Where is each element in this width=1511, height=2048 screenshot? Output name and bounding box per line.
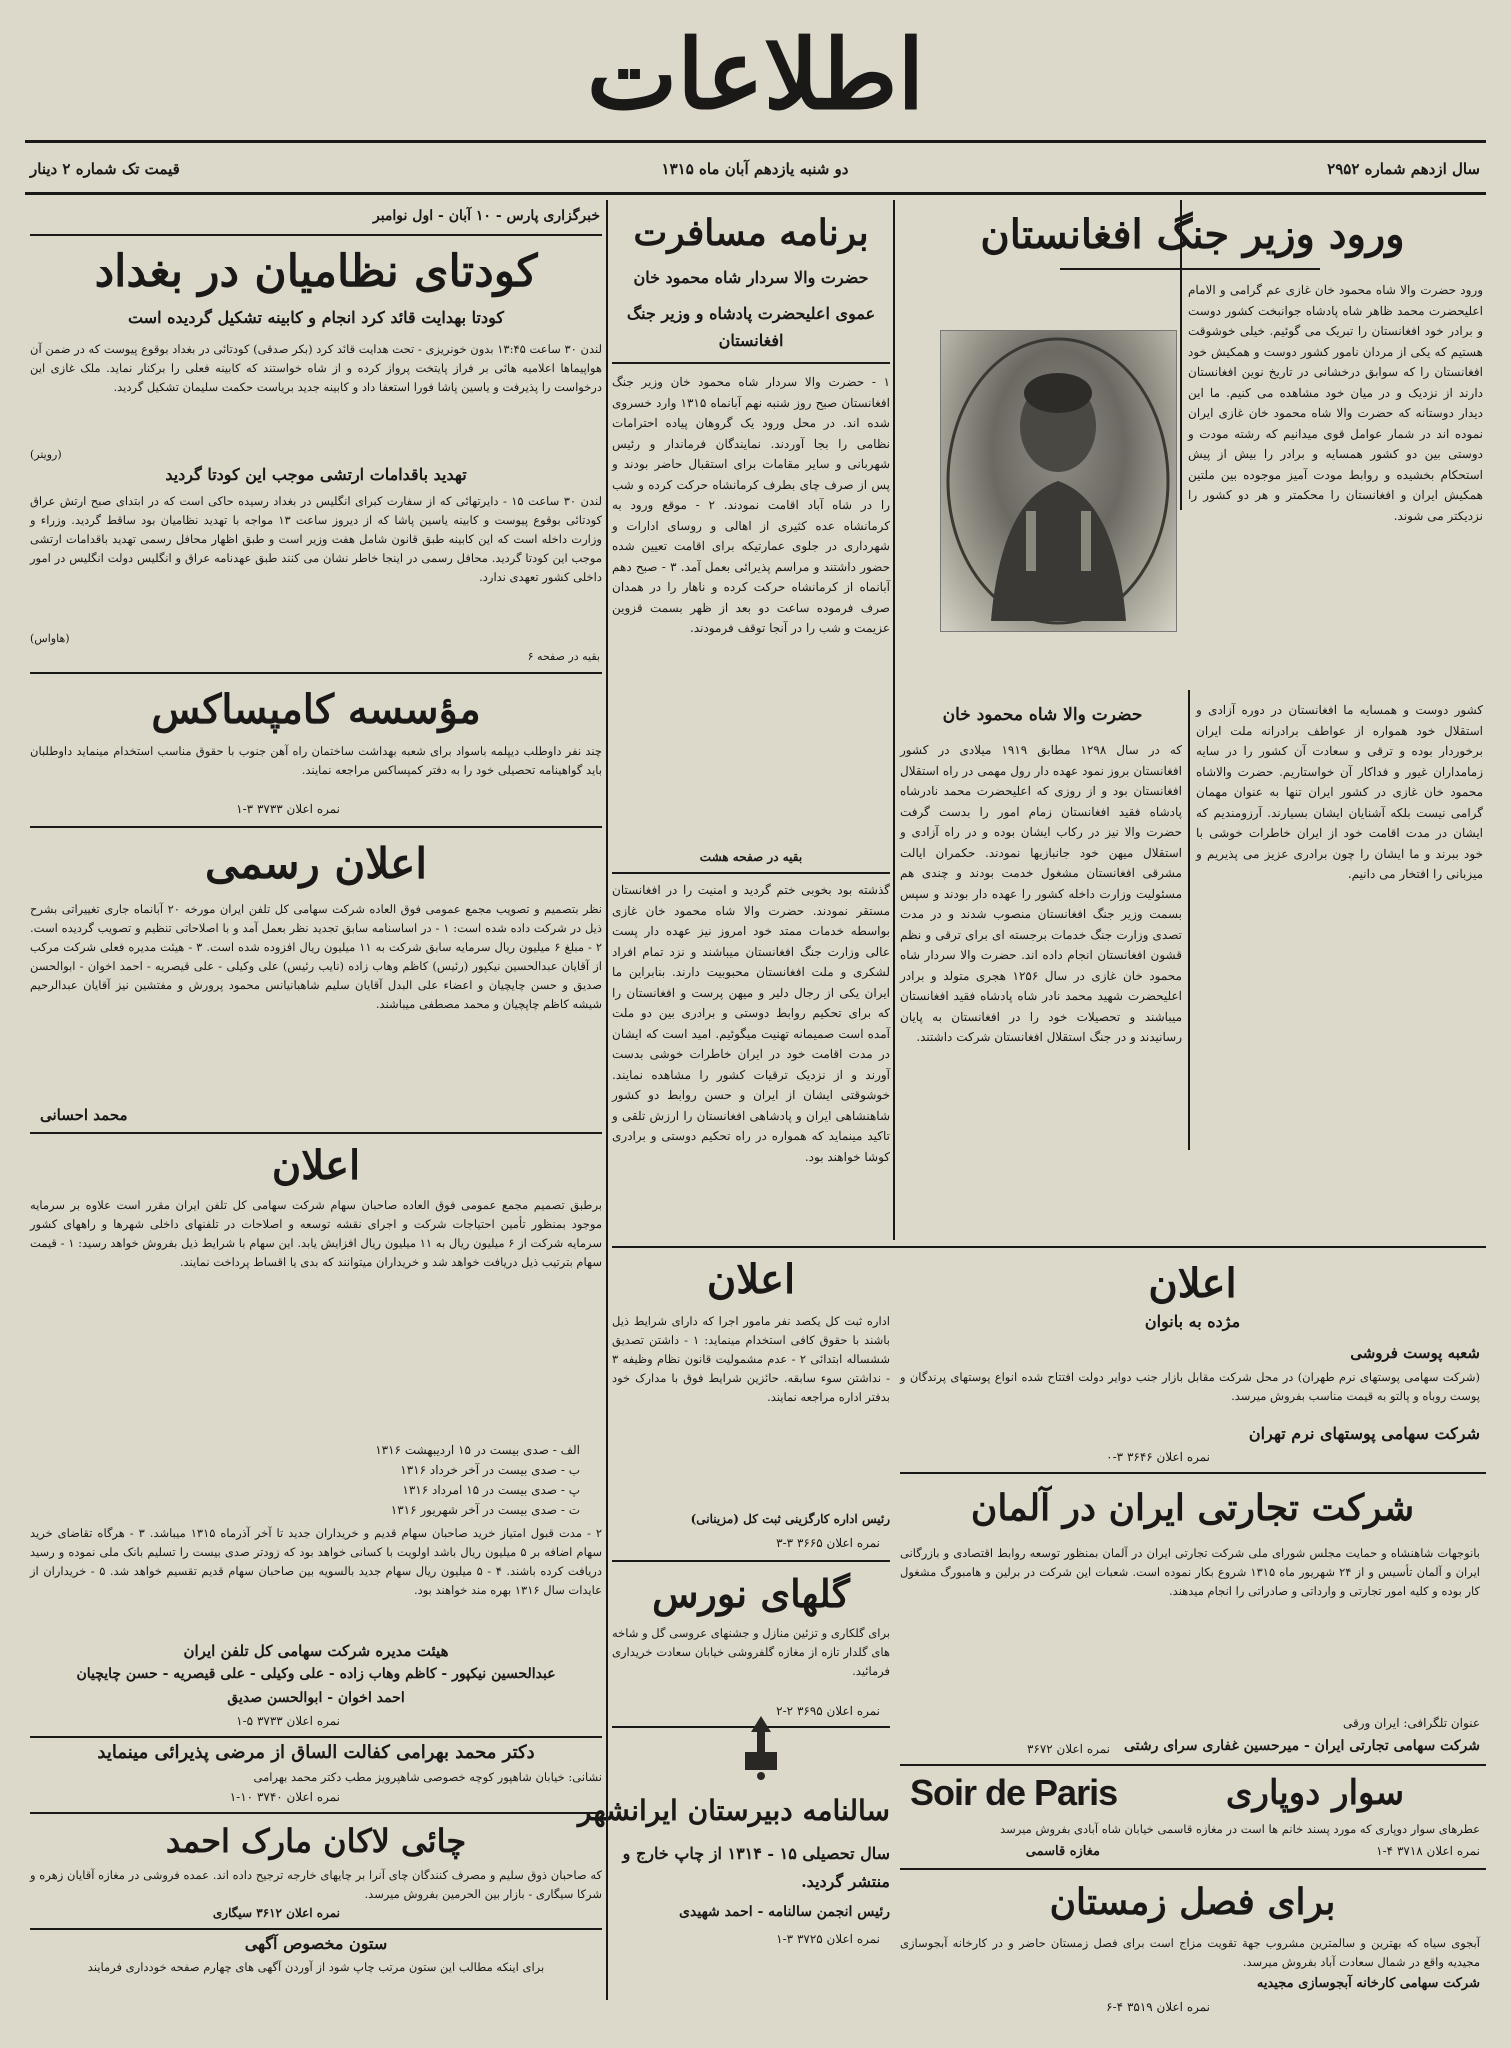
notice-rule	[30, 1736, 602, 1738]
hire-ref: نمره اعلان ۳۶۶۵ ۳-۳	[776, 1536, 880, 1550]
dateline	[30, 160, 1480, 186]
col3-sub: کودتا بهدایت قائد کرد انجام و کابینه تشکیل گردیده است	[127, 308, 505, 327]
col3-end-rule	[30, 672, 602, 674]
doctor-text: نشانی: خیابان شاهپور کوچه خصوصی شاهپرویز مطب دکتر محمد بهرامی	[253, 1770, 602, 1784]
yearbook-ref: نمره اعلان ۳۷۲۵ ۳-۱	[776, 1932, 880, 1946]
soir-shop: مغازه قاسمی	[1025, 1844, 1100, 1859]
portrait-photo	[940, 330, 1177, 632]
schedule-item: ب - صدی بیست در آخر خرداد ۱۳۱۶	[400, 1463, 580, 1477]
ladies-signature: شرکت سهامی پوستهای نرم تهران	[1248, 1424, 1480, 1443]
flowers-title: گلهای نورس	[652, 1571, 850, 1616]
yearbook-signature: رئیس انجمن سالنامه - احمد شهیدی	[679, 1904, 890, 1920]
hire-text: اداره ثبت کل یکصد نفر مامور اجرا که دارای شرایط ذیل باشند با حقوق کافی استخدام مینماید: ۱ - داشتن تصدیق ششساله ابتدائی ۲ - عدم مشمولیت قانون نظام وظیفه ۳ - نداشتن سوء سابقه. حائزین شرایط فوق با مدارک خود بدفتر اداره مراجعه نمایند.	[612, 1314, 890, 1404]
col1-headline-rule	[1060, 268, 1320, 270]
schedule-item: پ - صدی بیست در ۱۵ امرداد ۱۳۱۶	[402, 1483, 580, 1497]
col3-continued: بقیه در صفحه ۶	[527, 650, 600, 663]
col3-sub2: تهدید باقدامات ارتشی موجب این کودتا گردید	[165, 465, 467, 484]
notice-title: اعلان	[271, 1142, 361, 1189]
schedule-item: الف - صدی بیست در ۱۵ اردیبهشت ۱۳۱۶	[375, 1443, 580, 1457]
soir-ref: نمره اعلان ۳۷۱۸ ۴-۱	[1376, 1844, 1480, 1858]
portrait-illustration	[941, 331, 1176, 631]
col3-source: (رویتر)	[30, 448, 62, 461]
col2-headline: برنامه مسافرت	[633, 212, 869, 254]
wire-rule	[30, 234, 602, 236]
germany-ref: نمره اعلان ۳۶۷۲	[1026, 1742, 1110, 1756]
ladies-title: اعلان	[1148, 1260, 1237, 1307]
doctor-ref: نمره اعلان ۳۷۴۰ ۱۰-۱	[229, 1790, 340, 1804]
winter-text: آبجوی سیاه که بهترین و سالمترین مشروب جهة تقویت مزاج است برای فصل زمستان حاضر و در کارخانه آبجوسازی مجیدیه واقع در شمال سعادت آباد بفروش میرسد.	[900, 1936, 1480, 1969]
middle-lower-rule	[612, 1246, 1486, 1248]
germany-text: بانوجهات شاهنشاه و حمایت مجلس شورای ملی شرکت تجارتی ایران در آلمان بمنظور توسعه روابط اقتصادی و بازرگانی ایران و آلمان تأسیس و از ۲۴ شهریور ماه ۱۳۱۵ شروع بکار نموده است. شعبات این شرکت در برلین و هامبورگ مشغول کار بوده و کلیه امور تجارتی و وارداتی و صادراتی را انجام میدهند.	[900, 1546, 1480, 1598]
column-title: ستون مخصوص آگهی	[244, 1934, 388, 1953]
col1-headline: ورود وزیر جنگ افغانستان	[980, 211, 1405, 258]
winter-signature: شرکت سهامی کارخانه آبجوسازی مجیدیه	[1256, 1976, 1480, 1991]
rule-d	[1188, 690, 1190, 1150]
ladies-text: (شرکت سهامی پوستهای نرم طهران) در محل شرکت مقابل بازار جنب دوایر دولت افتتاح شده انواع پوستهای پرندگان و پوست روباه و پالتو به قیمت مناسب بفروش میرسد.	[900, 1370, 1480, 1403]
soir-text: عطرهای سوار دوپاری که مورد پسند خانم ها است در مغازه قاسمی خیابان شاه آبادی بفروش میرسد	[1000, 1822, 1480, 1836]
masthead-title: اطلاعات	[586, 18, 925, 131]
kampsax-ref: نمره اعلان ۳۷۳۳ ۳-۱	[236, 802, 340, 816]
ladies-rule	[900, 1472, 1486, 1474]
winter-title: برای فصل زمستان	[1049, 1881, 1336, 1923]
official-signature: محمد احسانی	[40, 1106, 128, 1124]
col3-source2: (هاواس)	[30, 632, 70, 645]
col3-text: لندن ۳۰ ساعت ۱۳:۴۵ بدون خونریزی - تحت هدایت قائد کرد (بکر صدقی) کودتائی در بغداد بوقوع پیوست که در ضمن آن هواپیماها اعلامیه هائی بر فراز پایتخت پرواز کرده و از شاه خواستند که کابینه فعلی را برکنار نماید. ملک غازی این درخواست را پذیرفت و یاسین پاشا فورا استعفا داد و کابینه جدید بریاست حکمت سلیمان تشکیل گردید.	[30, 342, 602, 394]
soir-brand-logo: Soir de Paris	[910, 1772, 1118, 1813]
hire-title: اعلان	[706, 1256, 796, 1303]
flowers-text: برای گلکاری و تزئین منازل و جشنهای عروسی گل و شاخه های گلدار تازه از مغازه گلفروشی خیابان سعادت خریداری فرمائید.	[612, 1626, 890, 1678]
portrait-caption: حضرت والا شاه محمود خان	[942, 705, 1143, 725]
notice-names: عبدالحسین نیکپور - کاظم وهاب زاده - علی وکیلی - علی قیصریه - حسن چایچیان	[76, 1666, 556, 1682]
ladies-ref: نمره اعلان ۳۶۴۶ ۳-۰	[1106, 1450, 1210, 1464]
column-text: برای اینکه مطالب این ستون مرتب چاپ شود از آوردن آگهی های چهارم صفحه خودداری فرمایند	[87, 1960, 545, 1974]
wire-line: خبرگزاری پارس - ۱۰ آبان - اول نوامبر	[372, 208, 600, 224]
yearbook-title: سالنامه دبیرستان ایرانشهر	[577, 1794, 890, 1827]
notice-names2: احمد اخوان - ابوالحسن صدیق	[227, 1690, 405, 1706]
kampsax-rule	[30, 826, 602, 828]
col2-text2: گذشته بود بخوبی ختم گردید و امنیت را در افغانستان مستقر نمودند. حضرت والا شاه محمود خان غازی بواسطه خدمات ممتد خود امروز نیز عهده دار پست عالی وزارت جنگ افغانستان میباشند و نزد تمام افراد لشکری و ملت افغانستان محبوبیت دارند. بنابراین ما ایران یکی از رجال دلیر و میهن پرست و افغانستان را که برای تحکیم روابط دوستی و برادری بین دو ملت آمده است صمیمانه تهنیت میگوئیم. امید است که ایشان در مدت اقامت خود در ایران خاطرات خوشی بدست آورند و از نزدیک ترقیات کشور را مشاهده نمایند. خوشوقتی ایشان از ایران و حسن روابط دو کشور شاهنشاهی ایران و پادشاهی افغانستان را ارزش تلقی و تاکید مینماید که همواره در راه تحکیم دوستی و برادری کوشا خواهند بود.	[612, 883, 890, 1164]
germany-title: شرکت تجارتی ایران در آلمان	[970, 1487, 1415, 1529]
official-title: اعلان رسمی	[204, 839, 428, 888]
official-rule	[30, 1132, 602, 1134]
germany-contact: عنوان تلگرافی: ایران ورقی	[1342, 1716, 1480, 1730]
hire-rule	[612, 1560, 890, 1562]
col2-continued: بقیه در صفحه هشت	[699, 850, 803, 864]
soir-title: سوار دوپاری	[1225, 1773, 1405, 1813]
tea-ref: نمره اعلان ۳۶۱۲ سیگاری	[212, 1906, 340, 1920]
doctor-title: دکتر محمد بهرامی کفالت الساق از مرضی پذیرائی مینماید	[97, 1742, 535, 1763]
col2-sub-rule	[612, 362, 890, 364]
col3-headline: کودتای نظامیان در بغداد	[94, 246, 538, 297]
col2-sub1: حضرت والا سردار شاه محمود خان	[633, 268, 869, 287]
doctor-rule	[30, 1812, 602, 1814]
issue-price: قیمت تک شماره ۲ دینار	[30, 160, 180, 178]
notice-board: هیئت مدیره شرکت سهامی کل تلفن ایران	[183, 1642, 449, 1660]
emblem-icon	[731, 1712, 791, 1782]
issue-date: دو شنبه یازدهم آبان ماه ۱۳۱۵	[661, 160, 849, 178]
kampsax-text: چند نفر داوطلب دیپلمه باسواد برای شعبه بهداشت ساختمان راه آهن جنوب با حقوق مناسب استخدام مینماید داوطلبان باید گواهینامه تحصیلی خود را به دفتر کمپساکس مراجعه نمایند.	[30, 744, 602, 777]
ladies-head: شعبه پوست فروشی	[1350, 1344, 1480, 1362]
notice-text2: ۲ - مدت قبول امتیاز خرید صاحبان سهام قدیم و خریداران جدید تا آخر آذرماه ۱۳۱۵ میباشد. ۳ - هرگاه تقاضای خرید سهام اضافه بر ۵ میلیون ریال باشد اولویت با کسانی خواهد بود که زودتر صدی بیست را تسلیم بانک ملی نموده و رسید دریافت کرده باشند. ۴ - ۵ میلیون ریال سهام جدید بالسویه بین صاحبان سهام قدیم تقسیم خواهد شد. ۵ - خریداران از عایدات سال ۱۳۱۶ بهره مند خواهند بود.	[30, 1526, 603, 1597]
flowers-ref: نمره اعلان ۳۶۹۵ ۲-۲	[776, 1704, 880, 1718]
dateline-rule	[25, 192, 1486, 195]
masthead-rule	[25, 140, 1486, 143]
col2-text: ۱ - حضرت والا سردار شاه محمود خان وزیر جنگ افغانستان صبح روز شنبه نهم آبانماه ۱۳۱۵ وارد خسروی شده اند. در محل ورود یک گروهان پیاده احترامات نظامی را بجا آوردند. نمایندگان فرماندار و رئیس شهربانی و سایر مقامات برای استقبال حاضر بودند و پس از صرف چای بطرف کرمانشاه حرکت کرده و شب را در شاه آباد اقامت نمودند. ۲ - موقع ورود به کرمانشاه عده کثیری از اهالی و روسای ادارات و شهرداری در جلوی عمارتیکه برای اقامت تعیین شده حضور داشتند و مراسم پذیرائی بعمل آمد. ۳ - صبح دهم آبانماه از کرمانشاه حرکت کرده و ناهار را در همدان صرف فرموده ساعت دو بعد از ظهر بسمت قزوین عزیمت و شب را در آنجا توقف فرمودند.	[612, 375, 891, 635]
notice-schedule	[200, 1440, 580, 1520]
tea-rule	[30, 1928, 602, 1930]
tea-title: چائی لاکان مارک احمد	[165, 1822, 467, 1860]
tea-text: که صاحبان ذوق سلیم و مصرف کنندگان چای آنرا بر چایهای خارجه ترجیح داده اند. عمده فروشی در مغازه آقایان زهره و شرکا سیگاری - بازار بین الحرمین بفروش میرسد.	[30, 1868, 602, 1901]
official-text: نظر بتصمیم و تصویب مجمع عمومی فوق العاده شرکت سهامی کل تلفن ایران مورخه ۲۰ آبانماه جاری تغییراتی بشرح ذیل در شرکت داده شده است: ۱ - در اساسنامه سابق تجدید نظر بعمل آمد و با اصلاحاتی تنظیم و تصویب گردیده است. ۲ - مبلغ ۶ میلیون ریال سرمایه سابق شرکت به ۱۱ میلیون ریال افزوده شده است. ۳ - هیئت مدیره فعلی شرکت مرکب از آقایان عبدالحسین نیکپور (رئیس) کاظم وهاب زاده (نایب رئیس) علی وکیلی - علی قیصریه - احمد اخوان - ابوالحسن صدیق و حسن چایچیان و اعضاء علی البدل آقایان سلیم شاهبانیانس محمود پرورش و مفتشین نیز آقایان عبدالرحیم شیشه کاظم چاپچیان و محمد مصطفی میباشند.	[30, 902, 603, 1011]
col1-intro: ورود حضرت والا شاه محمود خان غازی عم گرامی و الامام اعلیحضرت محمد ظاهر شاه پادشاه جوانبخت کشور دوست و برادر خود افغانستان را تبریک می گوئیم. خیلی خوشوقت هستیم که یکی از مردان نامور کشور دوست و همکیش خود افغانستان را که سوابق درخشانی در تاریخ نوین افغانستان دارند از نزدیک و در میان خود مشاهده می کنیم. ما این دیدار دوستانه که حضرت والا شاه محمود خان غازی ایران نموده اند در شمار عوامل قوی میدانیم که رشته مودت و دوستی بین دو کشور همسایه و برادر را بیش از پیش استحکام بخشیده و روابط مودت آمیز موجوده بین ملتین همکیش ایران و افغانستان را محکمتر و هر دو کشور را نزدیکتر می شوند.	[1188, 283, 1483, 523]
hire-signature: رئیس اداره کارگزینی ثبت کل (مزینانی)	[690, 1512, 890, 1526]
col2-sub2: عموی اعلیحضرت پادشاه و وزیر جنگ افغانستان	[626, 304, 876, 350]
germany-rule	[900, 1764, 1486, 1766]
notice-ref: نمره اعلان ۳۷۳۳ ۵-۱	[236, 1714, 340, 1728]
schedule-item: ت - صدی بیست در آخر شهریور ۱۳۱۶	[390, 1503, 580, 1517]
ladies-subtitle: مژده به بانوان	[1144, 1312, 1241, 1331]
col2-end-rule	[612, 872, 890, 874]
col3-text2: لندن ۳۰ ساعت ۱۵ - دایرتهائی که از سفارت کبرای انگلیس در بغداد رسیده حاکی است که در ابتدای صبح ارتش عراق کودتائی بوقوع پیوست و کابینه یاسین پاشا که از دیروز ساعت ۱۳ مواجه با تهدید نظامیان بود ساقط گردید. وزراء و وزارت داخله است که این کابینه طبق قانون شامل هفت وزیر است و طبق اظهار محافل رسمی تهدید باقدامات ارتشی موجب این کودتا گردید. محافل رسمی در اینجا خاطر نشان می کنند طبق عهدنامه عراق و انگلیس دولت انگلیس در امور داخلی کشور تعهدی ندارد.	[30, 494, 602, 584]
col1-left-text: کشور دوست و همسایه ما افغانستان در دوره آزادی و استقلال خود همواره از عواطف برادرانه ملت ایران برخوردار بوده و ترقی و سعادت آن کشور را در سایه زمامداران غیور و فداکار آن خواستاریم. حضرت والاشاه محمود خان غازی در کشور ایران تنها به عنوان مهمان گرامی نیست بلکه آشنایان ایشان بسیارند. آرزومندیم که ایشان در مدت اقامت خود از ایران خاطرات خوشی با خود ببرند و ما ایشان را چون برادری عزیز می پذیریم و میزبانی را افتخار می دانیم.	[1196, 703, 1483, 881]
issue-number: سال ازدهم شماره ۲۹۵۲	[1327, 160, 1480, 178]
rule-b	[893, 200, 895, 1240]
yearbook-text: سال تحصیلی ۱۵ - ۱۳۱۴ از چاپ خارج و منتشر گردید.	[622, 1844, 890, 1891]
kampsax-title: مؤسسه کامپساکس	[151, 686, 481, 733]
col1-bio: که در سال ۱۲۹۸ مطابق ۱۹۱۹ میلادی در کشور افغانستان بروز نمود عهده دار رول مهمی در راه استقلال افغانستان بود و از روزی که اعلیحضرت محمد نادرشاه پادشاه فقید افغانستان زمام امور را بدست گرفت حضرت والا نیز در رکاب ایشان بوده و در راه آزادی و استقلال میهن خود جانبازیها نمودند. حکمران ایالت مشرقی افغانستان مشغول خدمت بودند و چندی هم مسئولیت وزارت داخله کشور را عهده دار بودند و سپس بسمت وزیر جنگ افغانستان منصوب شدند و در مدت تصدی وزارت جنگ خدمات برجسته ای برای ترقی و نظم قشون افغانستان انجام داده اند. حضرت والا سردار شاه محمود خان غازی در سال ۱۲۵۶ هجری متولد و برادر اعلیحضرت شهید محمد نادر شاه پادشاه فقید افغانستان میباشند و تحصیلات خود را در افغانستان به پایان رسانیدند و در جنگ استقلال افغانستان شرکت داشتند.	[900, 743, 1182, 1044]
germany-signature: شرکت سهامی تجارتی ایران - میرحسین غفاری سرای رشتی	[1123, 1738, 1480, 1754]
rule-c	[606, 200, 608, 2000]
soir-rule	[900, 1868, 1486, 1870]
notice-text: برطبق تصمیم مجمع عمومی فوق العاده صاحبان سهام شرکت سهامی کل تلفن ایران مقرر است علاوه بر سرمایه موجود بمنظور تأمین احتیاجات شرکت و اجرای نقشه توسعه و اصلاحات در تلفنهای داخلی شهرها و راههای کشور سرمایه شرکت از ۶ میلیون ریال به ۱۱ میلیون ریال افزایش یابد. این سهام با شرایط ذیل بفروش خواهد رسید: ۱ - قیمت سهام بترتیب ذیل دریافت خواهد شد و خریداران میتوانند که بدی یا اقساط پرداخت نمایند.	[30, 1198, 602, 1269]
winter-ref: نمره اعلان ۳۵۱۹ ۴-۶	[1106, 2000, 1210, 2014]
